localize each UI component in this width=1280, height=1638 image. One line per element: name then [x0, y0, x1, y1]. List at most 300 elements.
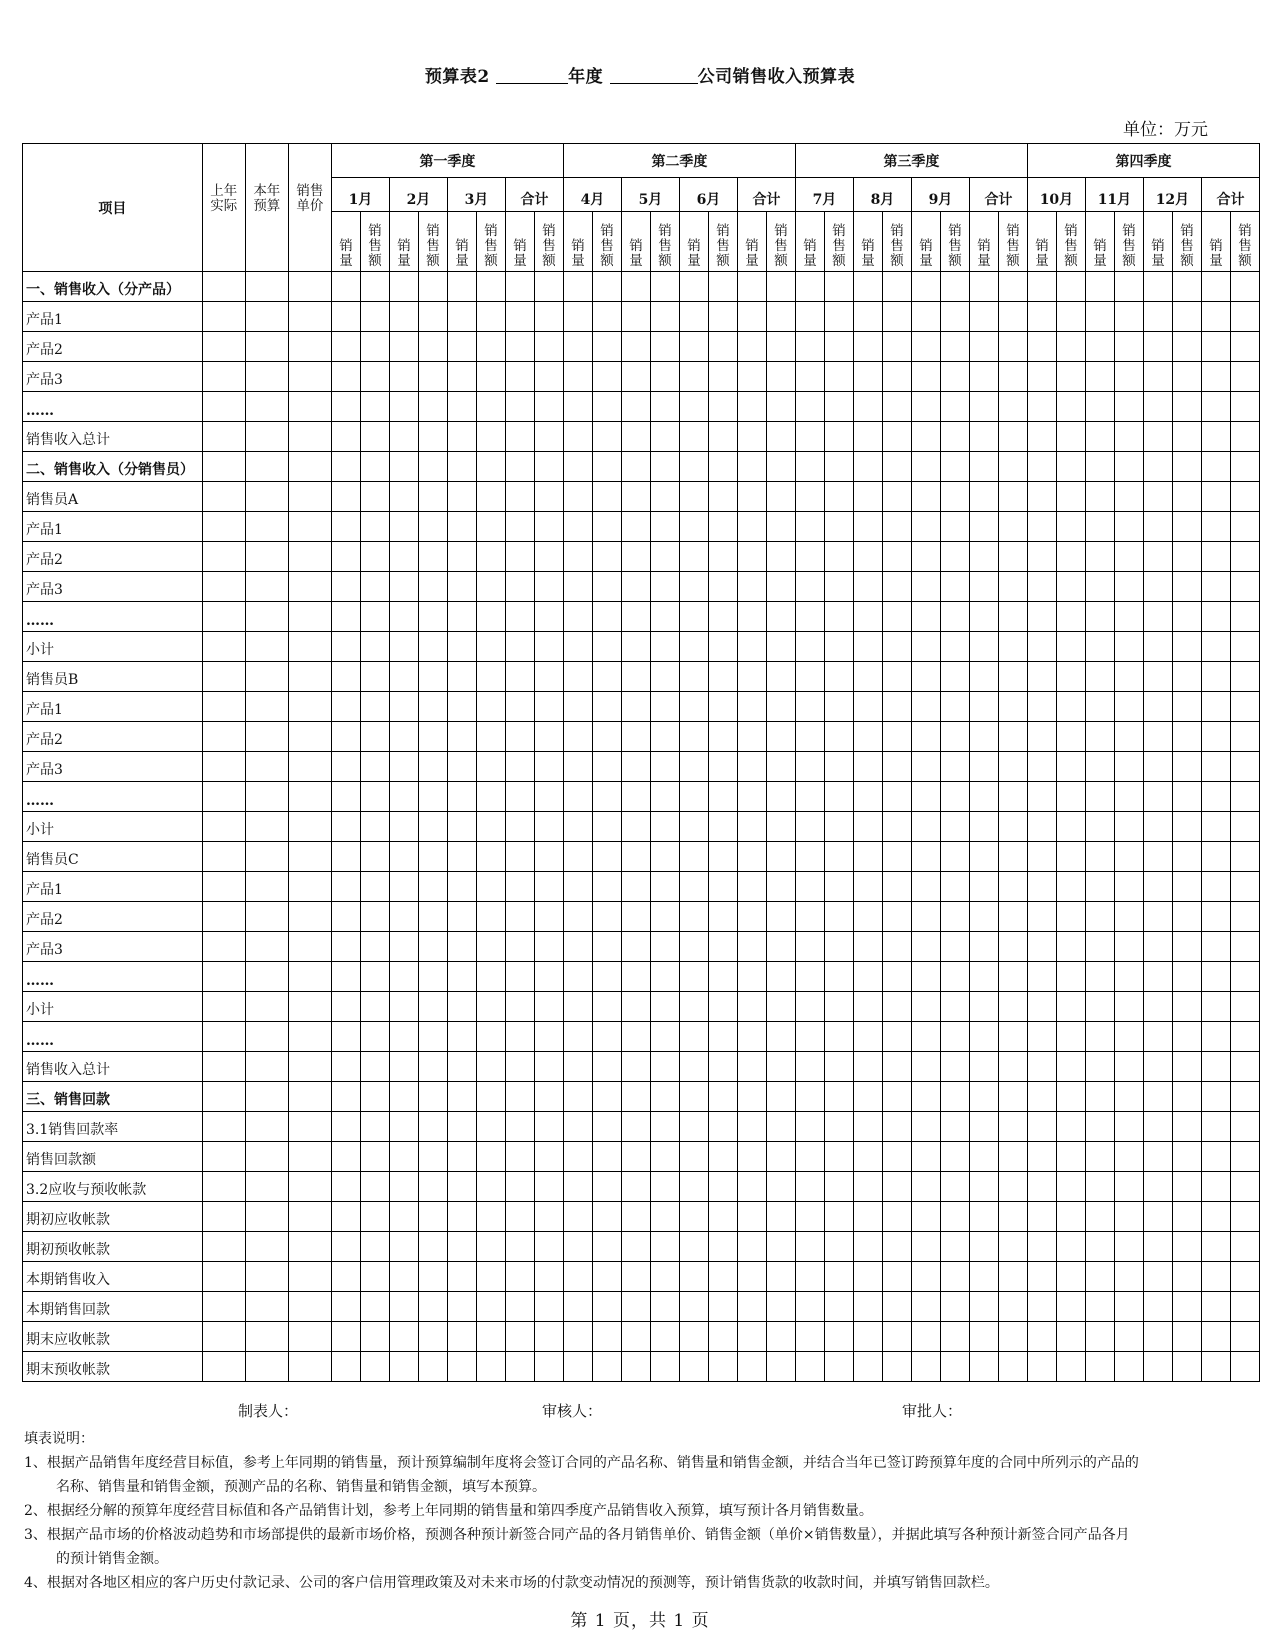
data-cell[interactable] [795, 752, 824, 782]
data-cell[interactable] [288, 692, 331, 722]
data-cell[interactable] [1201, 1262, 1230, 1292]
data-cell[interactable] [853, 572, 882, 602]
data-cell[interactable] [360, 812, 389, 842]
data-cell[interactable] [940, 1022, 969, 1052]
data-cell[interactable] [882, 1232, 911, 1262]
data-cell[interactable] [1027, 512, 1056, 542]
data-cell[interactable] [795, 872, 824, 902]
data-cell[interactable] [1027, 1142, 1056, 1172]
data-cell[interactable] [447, 272, 476, 302]
data-cell[interactable] [824, 1082, 853, 1112]
data-cell[interactable] [1085, 932, 1114, 962]
data-cell[interactable] [911, 1052, 940, 1082]
data-cell[interactable] [476, 362, 505, 392]
data-cell[interactable] [853, 632, 882, 662]
data-cell[interactable] [418, 662, 447, 692]
data-cell[interactable] [418, 752, 447, 782]
data-cell[interactable] [534, 332, 563, 362]
data-cell[interactable] [708, 1022, 737, 1052]
data-cell[interactable] [650, 992, 679, 1022]
data-cell[interactable] [563, 1202, 592, 1232]
data-cell[interactable] [998, 1022, 1027, 1052]
data-cell[interactable] [1201, 812, 1230, 842]
data-cell[interactable] [824, 932, 853, 962]
data-cell[interactable] [245, 1322, 288, 1352]
data-cell[interactable] [1056, 992, 1085, 1022]
data-cell[interactable] [505, 812, 534, 842]
data-cell[interactable] [679, 962, 708, 992]
data-cell[interactable] [592, 782, 621, 812]
data-cell[interactable] [505, 902, 534, 932]
data-cell[interactable] [592, 272, 621, 302]
data-cell[interactable] [1085, 1112, 1114, 1142]
data-cell[interactable] [1085, 902, 1114, 932]
data-cell[interactable] [1143, 692, 1172, 722]
data-cell[interactable] [245, 302, 288, 332]
data-cell[interactable] [476, 1052, 505, 1082]
data-cell[interactable] [737, 1082, 766, 1112]
data-cell[interactable] [418, 302, 447, 332]
data-cell[interactable] [418, 962, 447, 992]
data-cell[interactable] [592, 692, 621, 722]
data-cell[interactable] [853, 272, 882, 302]
data-cell[interactable] [534, 482, 563, 512]
data-cell[interactable] [1056, 1232, 1085, 1262]
data-cell[interactable] [708, 332, 737, 362]
data-cell[interactable] [360, 1202, 389, 1232]
data-cell[interactable] [766, 572, 795, 602]
data-cell[interactable] [476, 302, 505, 332]
data-cell[interactable] [534, 1292, 563, 1322]
data-cell[interactable] [853, 962, 882, 992]
data-cell[interactable] [331, 722, 360, 752]
data-cell[interactable] [288, 632, 331, 662]
data-cell[interactable] [447, 1172, 476, 1202]
data-cell[interactable] [708, 1292, 737, 1322]
data-cell[interactable] [969, 662, 998, 692]
data-cell[interactable] [505, 662, 534, 692]
data-cell[interactable] [1230, 1232, 1259, 1262]
data-cell[interactable] [1201, 1352, 1230, 1382]
data-cell[interactable] [824, 632, 853, 662]
data-cell[interactable] [245, 812, 288, 842]
data-cell[interactable] [360, 1052, 389, 1082]
data-cell[interactable] [1230, 542, 1259, 572]
data-cell[interactable] [389, 902, 418, 932]
data-cell[interactable] [389, 1052, 418, 1082]
data-cell[interactable] [1172, 272, 1201, 302]
data-cell[interactable] [998, 392, 1027, 422]
data-cell[interactable] [534, 602, 563, 632]
data-cell[interactable] [1172, 1322, 1201, 1352]
data-cell[interactable] [389, 302, 418, 332]
data-cell[interactable] [534, 962, 563, 992]
data-cell[interactable] [563, 272, 592, 302]
data-cell[interactable] [592, 1082, 621, 1112]
data-cell[interactable] [563, 872, 592, 902]
data-cell[interactable] [766, 362, 795, 392]
data-cell[interactable] [795, 512, 824, 542]
data-cell[interactable] [853, 812, 882, 842]
data-cell[interactable] [1172, 1172, 1201, 1202]
data-cell[interactable] [592, 1022, 621, 1052]
data-cell[interactable] [621, 1262, 650, 1292]
data-cell[interactable] [360, 1232, 389, 1262]
data-cell[interactable] [1201, 902, 1230, 932]
data-cell[interactable] [1172, 992, 1201, 1022]
data-cell[interactable] [621, 1052, 650, 1082]
data-cell[interactable] [679, 812, 708, 842]
data-cell[interactable] [853, 842, 882, 872]
data-cell[interactable] [795, 572, 824, 602]
data-cell[interactable] [882, 1292, 911, 1322]
data-cell[interactable] [1114, 392, 1143, 422]
data-cell[interactable] [563, 392, 592, 422]
data-cell[interactable] [288, 992, 331, 1022]
data-cell[interactable] [911, 1352, 940, 1382]
data-cell[interactable] [1114, 962, 1143, 992]
data-cell[interactable] [1201, 482, 1230, 512]
data-cell[interactable] [1143, 1172, 1172, 1202]
data-cell[interactable] [1085, 1322, 1114, 1352]
data-cell[interactable] [1085, 602, 1114, 632]
data-cell[interactable] [288, 722, 331, 752]
data-cell[interactable] [998, 512, 1027, 542]
data-cell[interactable] [708, 782, 737, 812]
data-cell[interactable] [1114, 422, 1143, 452]
data-cell[interactable] [505, 1352, 534, 1382]
data-cell[interactable] [534, 392, 563, 422]
data-cell[interactable] [853, 1322, 882, 1352]
data-cell[interactable] [708, 722, 737, 752]
data-cell[interactable] [389, 602, 418, 632]
data-cell[interactable] [563, 1322, 592, 1352]
data-cell[interactable] [708, 602, 737, 632]
data-cell[interactable] [202, 1142, 245, 1172]
data-cell[interactable] [288, 932, 331, 962]
data-cell[interactable] [1056, 1052, 1085, 1082]
data-cell[interactable] [505, 992, 534, 1022]
data-cell[interactable] [202, 1082, 245, 1112]
data-cell[interactable] [882, 812, 911, 842]
data-cell[interactable] [202, 1172, 245, 1202]
data-cell[interactable] [1056, 872, 1085, 902]
data-cell[interactable] [534, 872, 563, 902]
data-cell[interactable] [679, 1232, 708, 1262]
data-cell[interactable] [940, 722, 969, 752]
data-cell[interactable] [1114, 932, 1143, 962]
data-cell[interactable] [360, 1082, 389, 1112]
data-cell[interactable] [824, 272, 853, 302]
data-cell[interactable] [505, 362, 534, 392]
data-cell[interactable] [288, 362, 331, 392]
data-cell[interactable] [505, 272, 534, 302]
data-cell[interactable] [708, 812, 737, 842]
data-cell[interactable] [824, 692, 853, 722]
data-cell[interactable] [737, 632, 766, 662]
data-cell[interactable] [202, 962, 245, 992]
data-cell[interactable] [563, 482, 592, 512]
data-cell[interactable] [911, 632, 940, 662]
data-cell[interactable] [534, 1052, 563, 1082]
data-cell[interactable] [1056, 1142, 1085, 1172]
data-cell[interactable] [447, 1142, 476, 1172]
data-cell[interactable] [621, 722, 650, 752]
data-cell[interactable] [331, 752, 360, 782]
data-cell[interactable] [592, 392, 621, 422]
data-cell[interactable] [1172, 1142, 1201, 1172]
data-cell[interactable] [534, 692, 563, 722]
data-cell[interactable] [998, 1292, 1027, 1322]
data-cell[interactable] [882, 1262, 911, 1292]
data-cell[interactable] [1230, 1052, 1259, 1082]
data-cell[interactable] [621, 452, 650, 482]
data-cell[interactable] [1056, 722, 1085, 752]
data-cell[interactable] [708, 482, 737, 512]
data-cell[interactable] [737, 1202, 766, 1232]
data-cell[interactable] [1027, 1352, 1056, 1382]
data-cell[interactable] [737, 662, 766, 692]
data-cell[interactable] [1143, 1202, 1172, 1232]
data-cell[interactable] [1230, 962, 1259, 992]
data-cell[interactable] [288, 602, 331, 632]
data-cell[interactable] [1230, 1022, 1259, 1052]
data-cell[interactable] [708, 902, 737, 932]
data-cell[interactable] [505, 722, 534, 752]
data-cell[interactable] [708, 872, 737, 902]
data-cell[interactable] [998, 1322, 1027, 1352]
data-cell[interactable] [447, 872, 476, 902]
data-cell[interactable] [360, 932, 389, 962]
data-cell[interactable] [360, 392, 389, 422]
data-cell[interactable] [824, 1232, 853, 1262]
data-cell[interactable] [853, 1142, 882, 1172]
data-cell[interactable] [882, 452, 911, 482]
data-cell[interactable] [389, 812, 418, 842]
data-cell[interactable] [476, 422, 505, 452]
data-cell[interactable] [795, 1292, 824, 1322]
data-cell[interactable] [1056, 842, 1085, 872]
data-cell[interactable] [824, 992, 853, 1022]
data-cell[interactable] [1172, 422, 1201, 452]
data-cell[interactable] [389, 392, 418, 422]
data-cell[interactable] [650, 452, 679, 482]
data-cell[interactable] [911, 542, 940, 572]
data-cell[interactable] [534, 1142, 563, 1172]
data-cell[interactable] [998, 872, 1027, 902]
data-cell[interactable] [476, 542, 505, 572]
data-cell[interactable] [621, 392, 650, 422]
data-cell[interactable] [1056, 302, 1085, 332]
data-cell[interactable] [418, 1232, 447, 1262]
data-cell[interactable] [940, 932, 969, 962]
data-cell[interactable] [998, 842, 1027, 872]
data-cell[interactable] [1201, 1172, 1230, 1202]
data-cell[interactable] [795, 1052, 824, 1082]
data-cell[interactable] [389, 1352, 418, 1382]
data-cell[interactable] [389, 452, 418, 482]
data-cell[interactable] [476, 632, 505, 662]
data-cell[interactable] [998, 332, 1027, 362]
data-cell[interactable] [447, 422, 476, 452]
data-cell[interactable] [331, 392, 360, 422]
data-cell[interactable] [766, 332, 795, 362]
data-cell[interactable] [679, 662, 708, 692]
data-cell[interactable] [1230, 752, 1259, 782]
data-cell[interactable] [679, 392, 708, 422]
data-cell[interactable] [1085, 392, 1114, 422]
data-cell[interactable] [766, 542, 795, 572]
data-cell[interactable] [766, 1022, 795, 1052]
data-cell[interactable] [202, 632, 245, 662]
data-cell[interactable] [288, 572, 331, 602]
data-cell[interactable] [1201, 1232, 1230, 1262]
data-cell[interactable] [1230, 362, 1259, 392]
data-cell[interactable] [737, 572, 766, 602]
data-cell[interactable] [911, 332, 940, 362]
data-cell[interactable] [911, 512, 940, 542]
data-cell[interactable] [1143, 842, 1172, 872]
data-cell[interactable] [1230, 512, 1259, 542]
data-cell[interactable] [737, 1052, 766, 1082]
data-cell[interactable] [766, 392, 795, 422]
data-cell[interactable] [679, 782, 708, 812]
data-cell[interactable] [911, 362, 940, 392]
data-cell[interactable] [245, 1262, 288, 1292]
data-cell[interactable] [505, 482, 534, 512]
data-cell[interactable] [766, 812, 795, 842]
data-cell[interactable] [621, 1292, 650, 1322]
data-cell[interactable] [1143, 1322, 1172, 1352]
data-cell[interactable] [1201, 272, 1230, 302]
data-cell[interactable] [737, 1352, 766, 1382]
data-cell[interactable] [737, 782, 766, 812]
data-cell[interactable] [1114, 662, 1143, 692]
data-cell[interactable] [245, 1292, 288, 1322]
data-cell[interactable] [766, 842, 795, 872]
data-cell[interactable] [1143, 902, 1172, 932]
data-cell[interactable] [1172, 1022, 1201, 1052]
data-cell[interactable] [476, 992, 505, 1022]
data-cell[interactable] [969, 392, 998, 422]
data-cell[interactable] [824, 602, 853, 632]
data-cell[interactable] [563, 1232, 592, 1262]
data-cell[interactable] [998, 932, 1027, 962]
data-cell[interactable] [447, 1082, 476, 1112]
data-cell[interactable] [998, 1202, 1027, 1232]
data-cell[interactable] [534, 422, 563, 452]
data-cell[interactable] [1114, 842, 1143, 872]
data-cell[interactable] [824, 1172, 853, 1202]
data-cell[interactable] [1085, 1022, 1114, 1052]
data-cell[interactable] [1172, 572, 1201, 602]
data-cell[interactable] [288, 392, 331, 422]
data-cell[interactable] [389, 842, 418, 872]
data-cell[interactable] [1201, 1202, 1230, 1232]
data-cell[interactable] [1201, 782, 1230, 812]
data-cell[interactable] [202, 392, 245, 422]
data-cell[interactable] [1172, 1352, 1201, 1382]
data-cell[interactable] [621, 332, 650, 362]
data-cell[interactable] [911, 272, 940, 302]
data-cell[interactable] [911, 302, 940, 332]
data-cell[interactable] [882, 632, 911, 662]
data-cell[interactable] [1143, 1052, 1172, 1082]
data-cell[interactable] [882, 542, 911, 572]
data-cell[interactable] [1230, 632, 1259, 662]
data-cell[interactable] [853, 332, 882, 362]
data-cell[interactable] [824, 662, 853, 692]
data-cell[interactable] [911, 1292, 940, 1322]
data-cell[interactable] [288, 812, 331, 842]
data-cell[interactable] [288, 452, 331, 482]
data-cell[interactable] [679, 512, 708, 542]
data-cell[interactable] [245, 602, 288, 632]
data-cell[interactable] [360, 632, 389, 662]
data-cell[interactable] [1201, 662, 1230, 692]
data-cell[interactable] [360, 872, 389, 902]
data-cell[interactable] [1027, 782, 1056, 812]
data-cell[interactable] [1114, 1262, 1143, 1292]
data-cell[interactable] [1027, 1052, 1056, 1082]
data-cell[interactable] [969, 512, 998, 542]
data-cell[interactable] [621, 302, 650, 332]
data-cell[interactable] [1114, 1322, 1143, 1352]
data-cell[interactable] [447, 1232, 476, 1262]
data-cell[interactable] [202, 422, 245, 452]
data-cell[interactable] [389, 1322, 418, 1352]
data-cell[interactable] [418, 392, 447, 422]
data-cell[interactable] [1085, 482, 1114, 512]
data-cell[interactable] [505, 1022, 534, 1052]
data-cell[interactable] [1056, 512, 1085, 542]
data-cell[interactable] [824, 482, 853, 512]
data-cell[interactable] [679, 1352, 708, 1382]
data-cell[interactable] [245, 782, 288, 812]
data-cell[interactable] [1114, 1292, 1143, 1322]
data-cell[interactable] [389, 662, 418, 692]
data-cell[interactable] [288, 1262, 331, 1292]
data-cell[interactable] [766, 932, 795, 962]
data-cell[interactable] [940, 542, 969, 572]
data-cell[interactable] [998, 1112, 1027, 1142]
data-cell[interactable] [1230, 872, 1259, 902]
data-cell[interactable] [1143, 782, 1172, 812]
data-cell[interactable] [1114, 1172, 1143, 1202]
data-cell[interactable] [650, 512, 679, 542]
data-cell[interactable] [505, 872, 534, 902]
data-cell[interactable] [621, 842, 650, 872]
data-cell[interactable] [592, 1292, 621, 1322]
data-cell[interactable] [998, 1082, 1027, 1112]
data-cell[interactable] [563, 812, 592, 842]
data-cell[interactable] [288, 842, 331, 872]
data-cell[interactable] [882, 932, 911, 962]
data-cell[interactable] [969, 482, 998, 512]
data-cell[interactable] [563, 752, 592, 782]
data-cell[interactable] [737, 482, 766, 512]
data-cell[interactable] [824, 572, 853, 602]
data-cell[interactable] [969, 1232, 998, 1262]
data-cell[interactable] [998, 362, 1027, 392]
data-cell[interactable] [882, 392, 911, 422]
data-cell[interactable] [592, 1112, 621, 1142]
data-cell[interactable] [1143, 422, 1172, 452]
data-cell[interactable] [1027, 1232, 1056, 1262]
data-cell[interactable] [853, 1112, 882, 1142]
data-cell[interactable] [505, 542, 534, 572]
data-cell[interactable] [288, 872, 331, 902]
